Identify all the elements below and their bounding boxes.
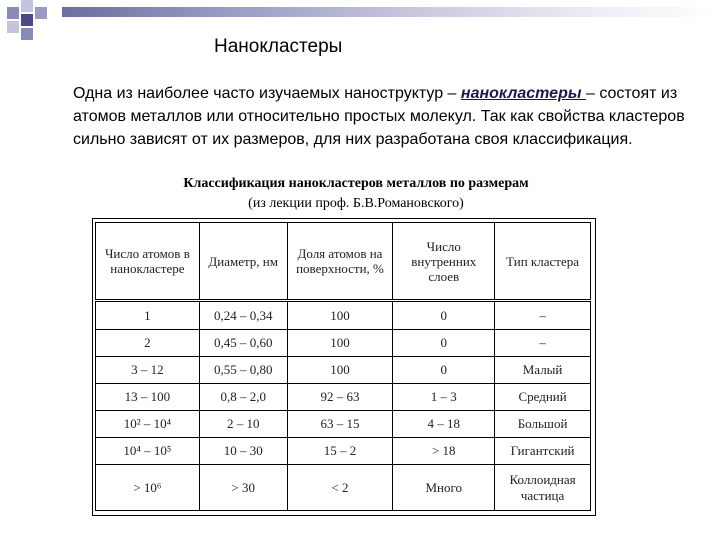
table-caption: Классификация нанокластеров металлов по размерам [183, 176, 529, 191]
cell-layers: 0 [393, 330, 495, 357]
cell-surface: 15 – 2 [287, 438, 393, 465]
cell-type: Большой [495, 411, 591, 438]
cell-surface: 63 – 15 [287, 411, 393, 438]
table-row [96, 384, 591, 411]
decor-square-5 [7, 21, 19, 33]
decor-square-4 [21, 14, 33, 26]
table-row [96, 438, 591, 465]
header-cluster-type: Тип кластера [495, 223, 591, 301]
cell-type: – [495, 330, 591, 357]
cell-atoms: 13 – 100 [96, 384, 200, 411]
decor-square-1 [7, 7, 19, 19]
cell-surface: < 2 [287, 465, 393, 511]
table-row [96, 330, 591, 357]
cell-type: Малый [495, 357, 591, 384]
cell-diameter: 10 – 30 [199, 438, 287, 465]
cell-surface: 100 [287, 330, 393, 357]
table-header-row [96, 223, 591, 301]
table-subcaption: (из лекции проф. Б.В.Романовского) [248, 196, 464, 211]
decor-square-3 [35, 7, 47, 19]
cell-atoms: 3 – 12 [96, 357, 200, 384]
decor-square-6 [21, 28, 33, 40]
slide-title: Нанокластеры [214, 36, 343, 57]
cell-diameter: > 30 [199, 465, 287, 511]
cell-atoms: 2 [96, 330, 200, 357]
cell-atoms: 1 [96, 301, 200, 330]
cell-surface: 100 [287, 357, 393, 384]
header-inner-layers: Число внутренних слоев [393, 223, 495, 301]
cell-layers: 4 – 18 [393, 411, 495, 438]
cell-surface: 100 [287, 301, 393, 330]
classification-table [95, 222, 591, 511]
table-row [96, 301, 591, 330]
cell-type: Гигантский [495, 438, 591, 465]
cell-type: – [495, 301, 591, 330]
cell-atoms: 10⁴ – 10⁵ [96, 438, 200, 465]
keyword-nanoclusters: нанокластеры [460, 85, 586, 102]
cell-diameter: 0,24 – 0,34 [199, 301, 287, 330]
cell-diameter: 0,55 – 0,80 [199, 357, 287, 384]
cell-layers: Много [393, 465, 495, 511]
header-atom-count: Число атомов в нанокластере [96, 223, 200, 301]
header-diameter: Диаметр, нм [199, 223, 287, 301]
cell-diameter: 2 – 10 [199, 411, 287, 438]
table-row [96, 411, 591, 438]
header-surface-fraction: Доля атомов на поверхности, % [287, 223, 393, 301]
cell-layers: > 18 [393, 438, 495, 465]
paragraph-start: Одна из наиболее часто изучаемых наноструктур – [73, 85, 461, 102]
table-row [96, 465, 591, 511]
cell-atoms: > 10⁶ [96, 465, 200, 511]
cell-diameter: 0,45 – 0,60 [199, 330, 287, 357]
paragraph-end: – состоят из атомов металлов или относительно простых молекул. Так как свойства кластеров сильно зависят от их размеров, для них разработана своя классификация. [73, 85, 685, 148]
cell-layers: 0 [393, 357, 495, 384]
decor-gradient-bar [62, 7, 720, 17]
table-row [96, 357, 591, 384]
cell-diameter: 0,8 – 2,0 [199, 384, 287, 411]
cell-layers: 1 – 3 [393, 384, 495, 411]
decor-square-2 [21, 0, 33, 12]
cell-layers: 0 [393, 301, 495, 330]
cell-surface: 92 – 63 [287, 384, 393, 411]
intro-paragraph [73, 82, 693, 151]
cell-type: Коллоидная частица [495, 465, 591, 511]
cell-atoms: 10² – 10⁴ [96, 411, 200, 438]
cell-type: Средний [495, 384, 591, 411]
